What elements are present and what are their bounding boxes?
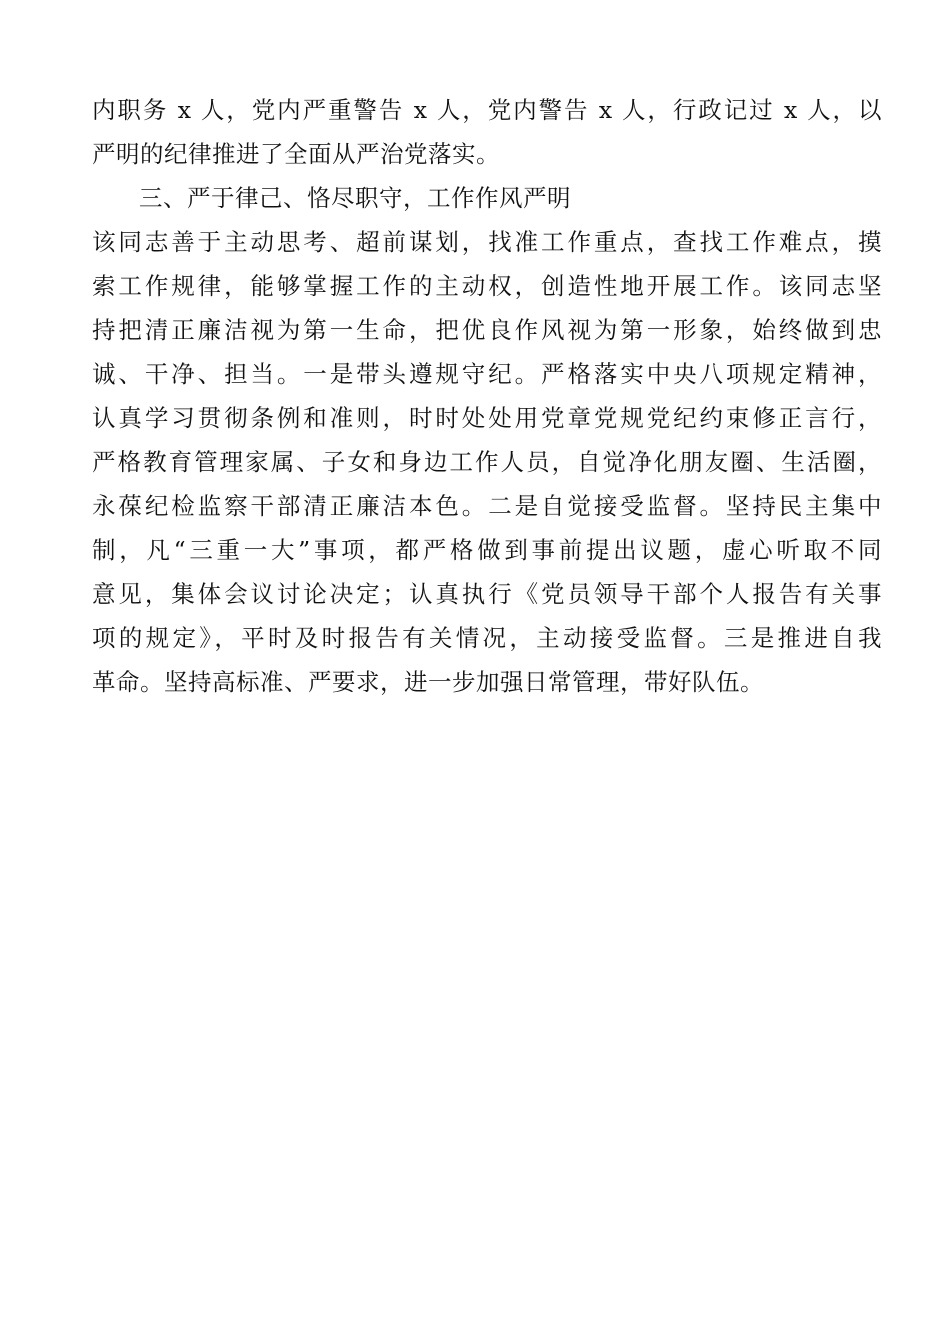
paragraph-line: 认真学习贯彻条例和准则，时时处处用党章党规党纪约束修正言行， xyxy=(92,404,882,432)
document-body xyxy=(92,88,882,704)
paragraph-line: 诚、干净、担当。一是带头遵规守纪。严格落实中央八项规定精神， xyxy=(92,360,882,388)
paragraph-line: 严格教育管理家属、子女和身边工作人员，自觉净化朋友圈、生活圈， xyxy=(92,448,882,476)
paragraph-line: 项的规定》，平时及时报告有关情况，主动接受监督。三是推进自我 xyxy=(92,624,882,652)
section-heading: 三、严于律己、恪尽职守，工作作风严明 xyxy=(139,184,571,212)
paragraph-line: 制，凡“三重一大”事项，都严格做到事前提出议题，虚心听取不同 xyxy=(92,536,882,564)
paragraph-line: 该同志善于主动思考、超前谋划，找准工作重点，查找工作难点，摸 xyxy=(92,228,882,256)
paragraph-line: 索工作规律，能够掌握工作的主动权，创造性地开展工作。该同志坚 xyxy=(92,272,882,300)
paragraph-line: 持把清正廉洁视为第一生命，把优良作风视为第一形象，始终做到忠 xyxy=(92,316,882,344)
paragraph-line: 革命。坚持高标准、严要求，进一步加强日常管理，带好队伍。 xyxy=(92,668,764,696)
paragraph-line: 严明的纪律推进了全面从严治党落实。 xyxy=(92,140,500,168)
paragraph-line: 意见，集体会议讨论决定；认真执行《党员领导干部个人报告有关事 xyxy=(92,580,882,608)
paragraph-line: 内职务 x 人，党内严重警告 x 人，党内警告 x 人，行政记过 x 人，以 xyxy=(92,96,882,124)
paragraph-line: 永葆纪检监察干部清正廉洁本色。二是自觉接受监督。坚持民主集中 xyxy=(92,492,882,520)
